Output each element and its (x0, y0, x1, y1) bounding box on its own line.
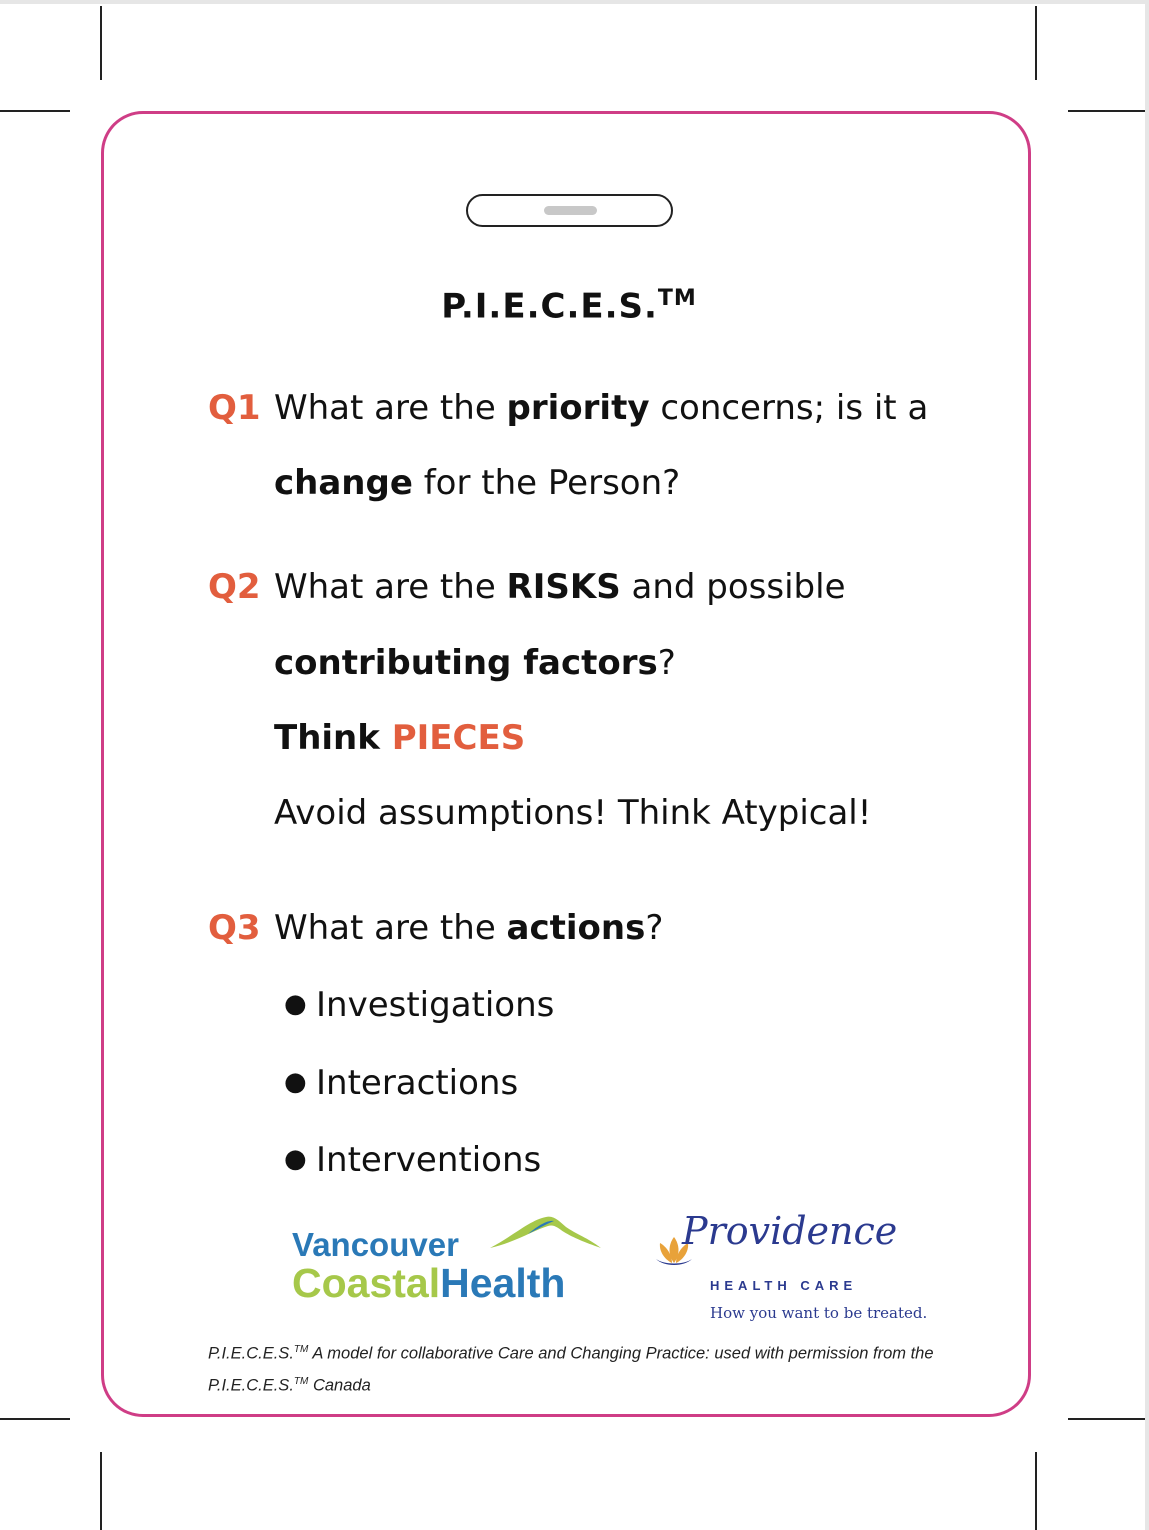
card-title: P.I.E.C.E.S.™ (441, 286, 697, 327)
q1-line-2: change for the Person? (274, 463, 681, 503)
think-pieces: Think PIECES (274, 718, 526, 758)
crop-mark (1035, 1452, 1037, 1530)
list-item: ● Interactions (284, 1063, 519, 1103)
q2-line-1: Q2 What are the RISKS and possible (208, 567, 846, 607)
list-item: ● Interventions (284, 1140, 542, 1180)
crop-mark (100, 6, 102, 80)
page-top-edge (0, 0, 1149, 4)
bullet-icon: ● (284, 989, 307, 1019)
q3-label: Q3 (208, 908, 261, 948)
q2-line-2: contributing factors? (274, 643, 676, 683)
providence-logo-tagline: How you want to be treated. (710, 1304, 928, 1322)
crop-mark (100, 1452, 102, 1530)
mountain-icon (488, 1212, 603, 1252)
page-right-edge (1145, 0, 1149, 1530)
bullet-icon: ● (284, 1144, 307, 1174)
providence-logo-name: Providence (682, 1209, 898, 1253)
crop-mark (0, 1418, 70, 1420)
q3-line-1: Q3 What are the actions? (208, 908, 664, 948)
crop-mark (1035, 6, 1037, 80)
q1-line-1: Q1 What are the priority concerns; is it a (208, 388, 929, 428)
q2-label: Q2 (208, 567, 261, 607)
lanyard-slot-highlight (544, 206, 597, 215)
bullet-icon: ● (284, 1067, 307, 1097)
crop-mark (0, 110, 70, 112)
avoid-assumptions: Avoid assumptions! Think Atypical! (274, 793, 872, 833)
pieces-card (101, 111, 1031, 1417)
lanyard-slot (466, 194, 673, 227)
vch-logo (292, 1228, 565, 1304)
crop-mark (1068, 110, 1145, 112)
providence-logo-subtitle: HEALTH CARE (710, 1278, 858, 1293)
list-item: ● Investigations (284, 985, 555, 1025)
crop-mark (1068, 1418, 1145, 1420)
vch-logo-line2: CoastalHealth (292, 1260, 566, 1306)
q1-label: Q1 (208, 388, 261, 428)
footnote: P.I.E.C.E.S.™ A model for collaborative Care and Changing Practice: used with permission from the P.I.E.C.E.S.™ Canada (208, 1344, 934, 1394)
vch-logo-line1: Vancouver (292, 1226, 459, 1263)
